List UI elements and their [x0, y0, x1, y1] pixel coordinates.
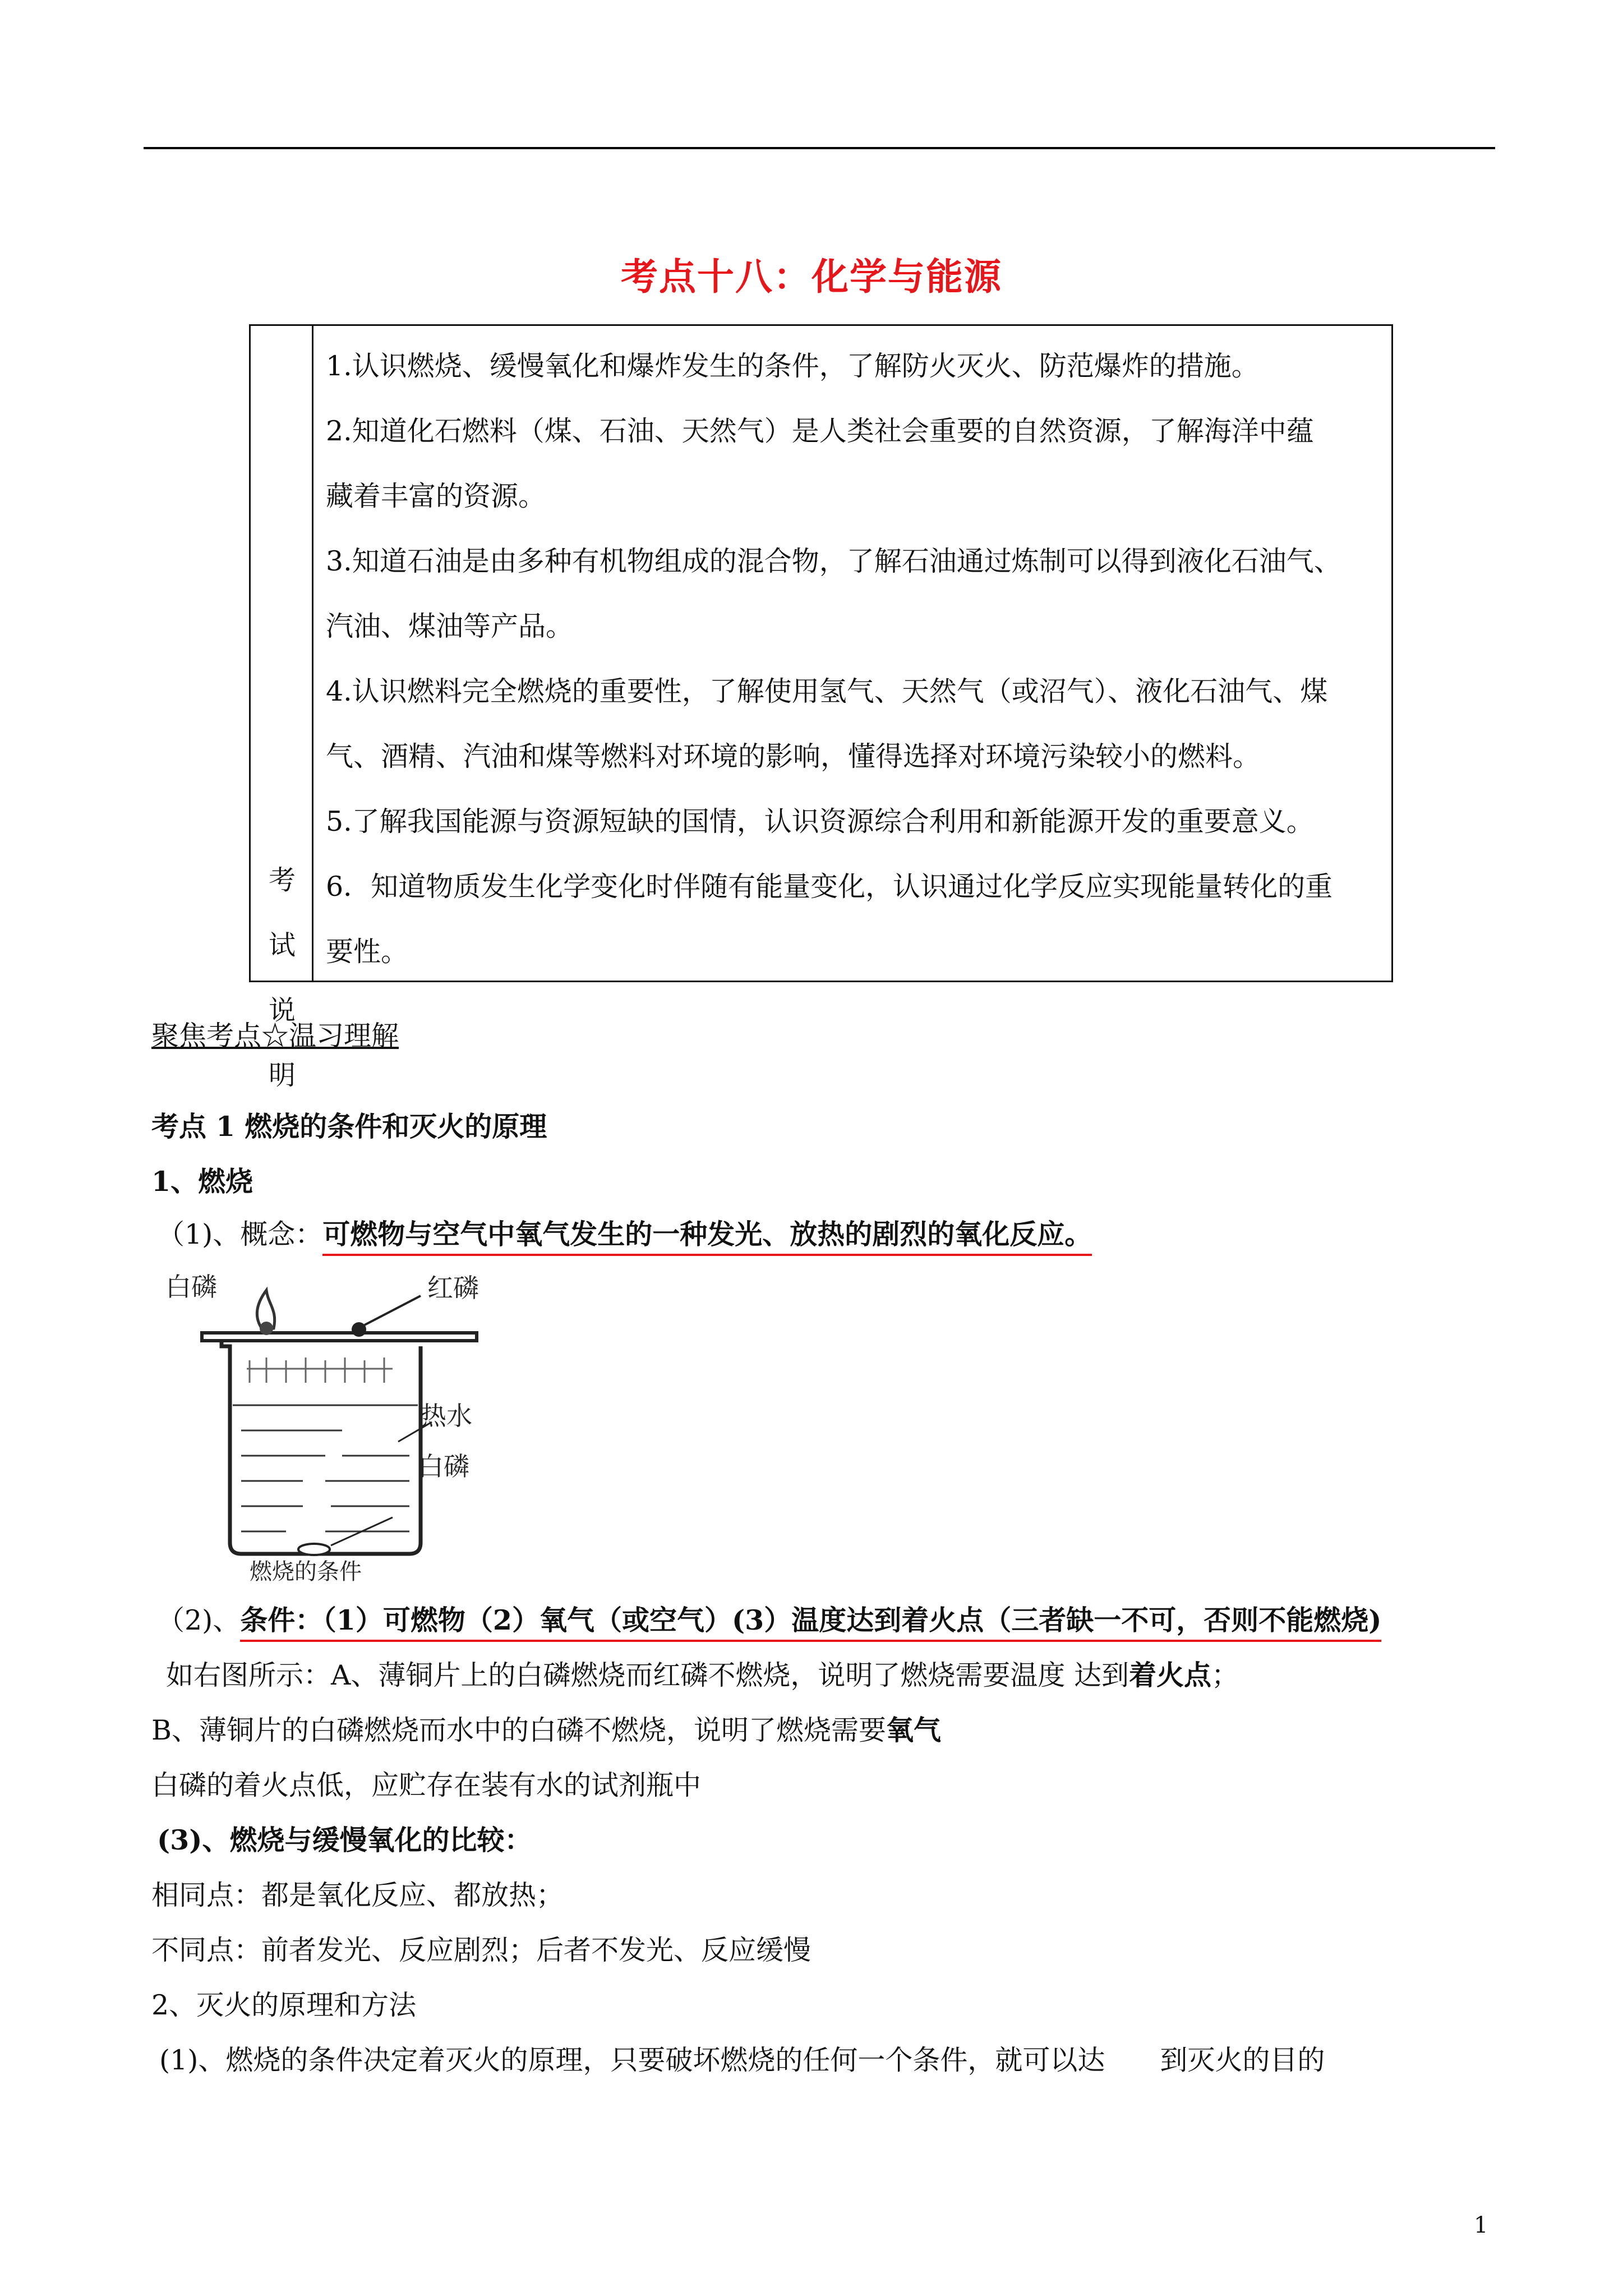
exam-label: [251, 848, 313, 1108]
exam-line: 3.知道石油是由多种有机物组成的混合物，了解石油通过炼制可以得到液化石油气、: [326, 545, 1341, 577]
water-lines: [233, 1405, 418, 1531]
figure-note-a-bold: 着火点: [1128, 1659, 1211, 1691]
storage-note: 白磷的着火点低，应贮存在装有水的试剂瓶中: [151, 1769, 702, 1801]
figure-note-b-text: B、薄铜片的白磷燃烧而水中的白磷不燃烧，说明了燃烧需要: [151, 1714, 887, 1746]
figure-note-a: [166, 1654, 1239, 1693]
conditions-prefix: （2)、: [157, 1604, 241, 1636]
page-title: 考点十八：化学与能源: [621, 255, 1002, 298]
exam-line: 6．知道物质发生化学变化时伴随有能量变化，认识通过化学反应实现能量转化的重: [326, 871, 1333, 903]
conditions-line: [157, 1599, 1381, 1638]
copper-plate: [202, 1333, 477, 1341]
header-rule: [144, 147, 1495, 149]
white-phosphorus-bottom: [298, 1544, 330, 1555]
combustion-condition-figure: [157, 1262, 550, 1582]
figure-note-b: [151, 1709, 941, 1748]
exam-label-char: 考: [268, 864, 296, 896]
extinguish-principle: (1)、燃烧的条件决定着灭火的原理，只要破坏燃烧的任何一个条件，就可以达 到灭火的目的: [159, 2044, 1325, 2076]
figure-caption: 燃烧的条件: [250, 1559, 362, 1582]
topic-heading: 考点 1 燃烧的条件和灭火的原理: [151, 1110, 547, 1143]
white-phosphorus-top: [260, 1322, 273, 1335]
exam-line: 1.认识燃烧、缓慢氧化和爆炸发生的条件，了解防火灭火、防范爆炸的措施。: [326, 350, 1259, 382]
exam-line: 4.认识燃料完全燃烧的重要性，了解使用氢气、天然气（或沼气）、液化石油气、煤: [326, 675, 1328, 707]
exam-line: 2.知道化石燃料（煤、石油、天然气）是人类社会重要的自然资源，了解海洋中蕴: [326, 415, 1314, 447]
comparison-heading: (3)、燃烧与缓慢氧化的比较：: [157, 1824, 532, 1856]
exam-label-char: 说: [268, 995, 296, 1026]
label-white-phosphorus-top: 白磷: [165, 1272, 217, 1302]
figure-note-a-text: 如右图所示：A、薄铜片上的白磷燃烧而红磷不燃烧，说明了燃烧需要温度 达到: [166, 1659, 1129, 1691]
exam-line: 5.了解我国能源与资源短缺的国情，认识资源综合利用和新能源开发的重要意义。: [326, 806, 1314, 838]
subheading-combustion: 1、燃烧: [151, 1165, 253, 1198]
similarity-line: 相同点：都是氧化反应、都放热；: [151, 1879, 564, 1911]
label-red-phosphorus: 红磷: [427, 1273, 479, 1303]
concept-line: [157, 1213, 1092, 1252]
label-hot-water: 热水: [421, 1401, 472, 1431]
page-number: 1: [1474, 2212, 1488, 2238]
exam-line: 藏着丰富的资源。: [326, 480, 546, 512]
concept-text: 可燃物与空气中氧气发生的一种发光、放热的剧烈的氧化反应。: [322, 1218, 1092, 1256]
exam-line: 气、酒精、汽油和煤等燃料对环境的影响，懂得选择对环境污染较小的燃料。: [326, 740, 1261, 772]
section-heading[interactable]: 聚焦考点☆温习理解: [151, 1020, 399, 1052]
beaker: [222, 1341, 421, 1554]
vapor-marks: [247, 1358, 393, 1383]
subheading-extinguish: 2、灭火的原理和方法: [151, 1989, 417, 2021]
label-white-phosphorus-bottom: 白磷: [418, 1451, 469, 1481]
exam-label-column: [251, 326, 313, 1091]
figure-note-b-bold: 氧气: [886, 1714, 942, 1746]
difference-line: 不同点：前者发光、反应剧烈；后者不发光、反应缓慢: [151, 1934, 811, 1966]
exam-label-char: 试: [268, 930, 296, 961]
exam-label-char: 明: [268, 1060, 296, 1091]
exam-description-body: [326, 334, 1380, 984]
figure-note-a-end: ；: [1211, 1659, 1239, 1691]
conditions-text: 条件：（1）可燃物（2）氧气（或空气）(3）温度达到着火点（三者缺一不可，否则不能燃烧): [240, 1604, 1381, 1642]
exam-line: 汽油、煤油等产品。: [326, 610, 574, 642]
concept-prefix: （1)、概念：: [157, 1218, 323, 1250]
exam-line: 要性。: [326, 936, 409, 968]
red-phosphorus: [352, 1322, 366, 1337]
leader-line: [365, 1296, 421, 1325]
